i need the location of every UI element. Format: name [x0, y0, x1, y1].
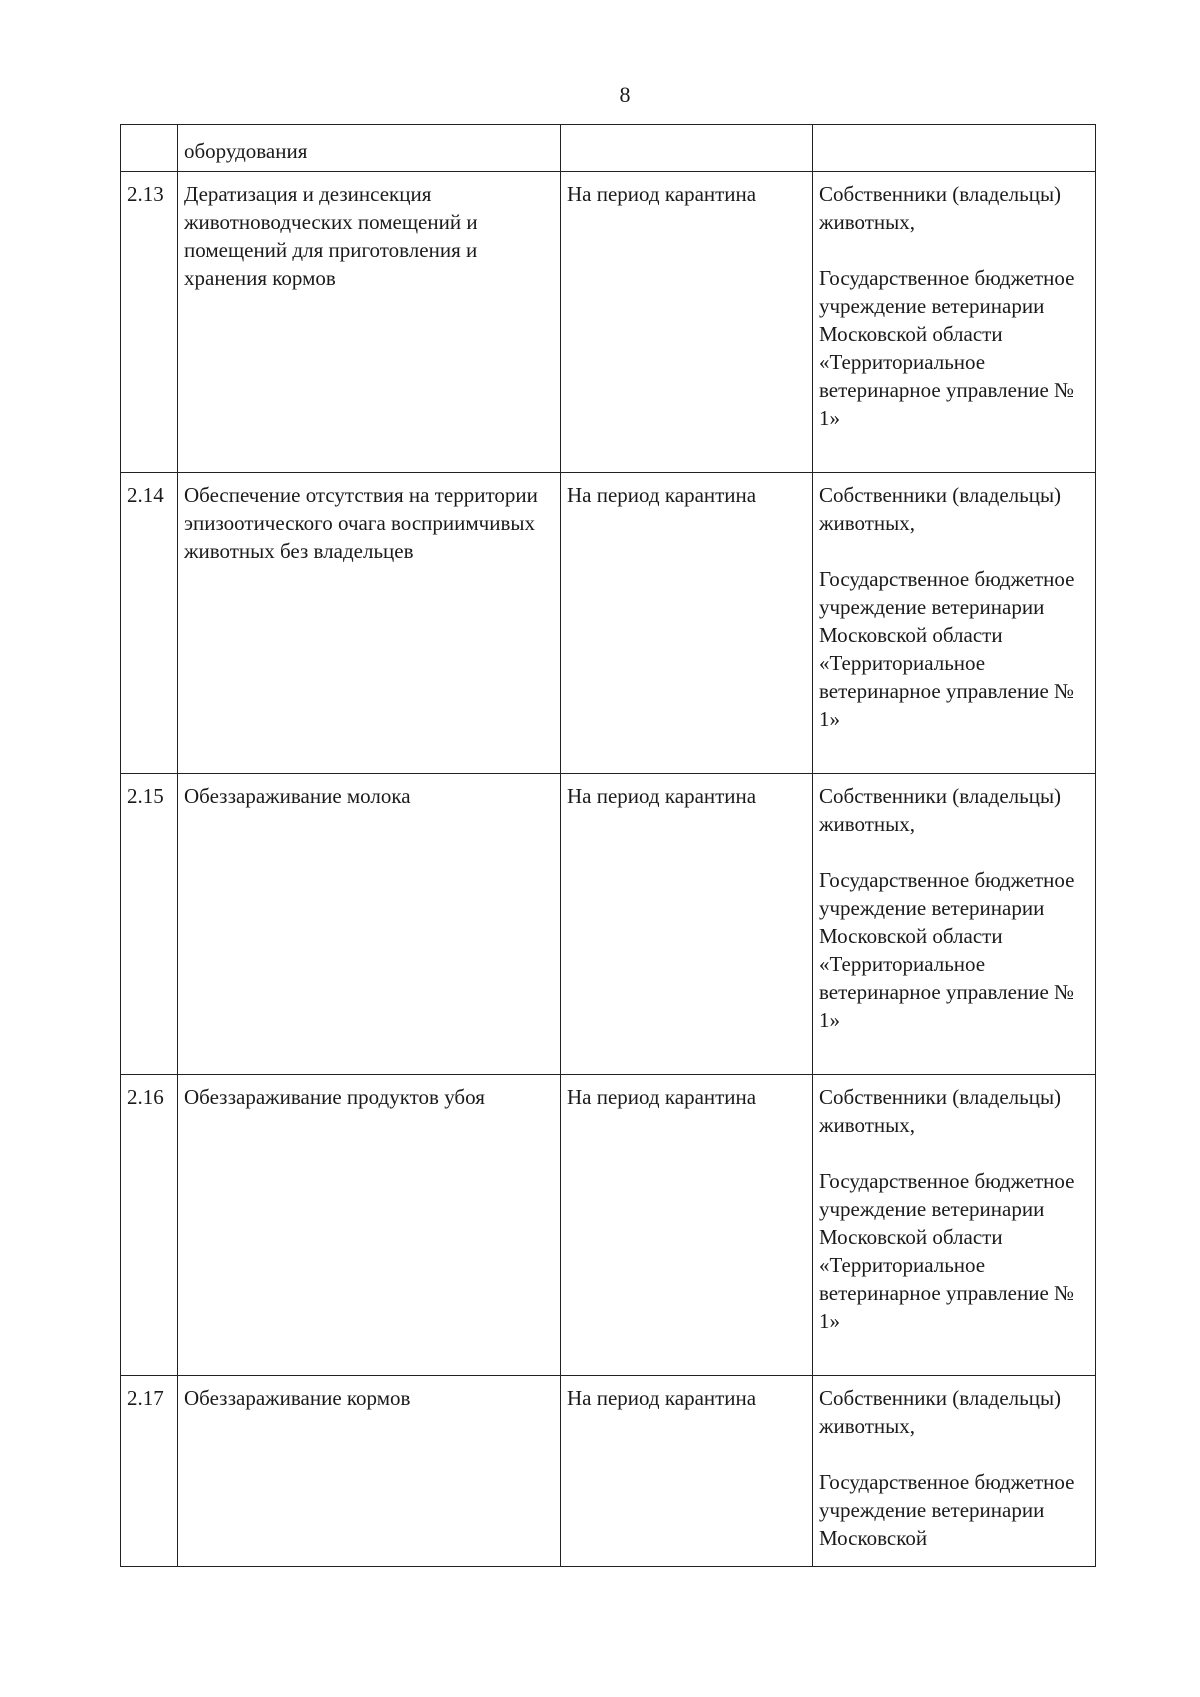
cell-measure: Обеззараживание кормов: [178, 1376, 561, 1567]
cell-num: [121, 125, 178, 172]
cell-num: 2.14: [121, 473, 178, 774]
responsible-owners: Собственники (владельцы) животных,: [819, 784, 1062, 836]
responsible-institution: Государственное бюджетное учреждение ветеринарии Московской: [819, 1470, 1075, 1550]
cell-term: На период карантина: [561, 172, 813, 473]
cell-num: 2.13: [121, 172, 178, 473]
cell-measure: Обеззараживание продуктов убоя: [178, 1075, 561, 1376]
cell-responsible: [813, 1075, 1096, 1376]
cell-term: На период карантина: [561, 473, 813, 774]
cell-term: [561, 125, 813, 172]
responsible-institution: Государственное бюджетное учреждение ветеринарии Московской области «Территориальное ветеринарное управление № 1»: [819, 1169, 1075, 1333]
responsible-owners: Собственники (владельцы) животных,: [819, 1085, 1062, 1137]
cell-num: 2.17: [121, 1376, 178, 1567]
responsible-owners: Собственники (владельцы) животных,: [819, 182, 1062, 234]
cell-num: 2.16: [121, 1075, 178, 1376]
table-row: [121, 774, 1096, 1075]
responsible-institution: Государственное бюджетное учреждение ветеринарии Московской области «Территориальное ветеринарное управление № 1»: [819, 567, 1075, 731]
cell-num: 2.15: [121, 774, 178, 1075]
cell-responsible: [813, 125, 1096, 172]
responsible-institution: Государственное бюджетное учреждение ветеринарии Московской области «Территориальное ветеринарное управление № 1»: [819, 266, 1075, 430]
cell-responsible: [813, 774, 1096, 1075]
table-row: [121, 172, 1096, 473]
responsible-owners: Собственники (владельцы) животных,: [819, 1386, 1062, 1438]
table-row-continuation: [121, 125, 1096, 172]
table-row: [121, 1075, 1096, 1376]
table-row: [121, 1376, 1096, 1567]
page-number: 8: [619, 82, 631, 107]
cell-term: На период карантина: [561, 774, 813, 1075]
cell-measure: Обеспечение отсутствия на территории эпизоотического очага восприимчивых животных без владельцев: [178, 473, 561, 774]
measures-table: [120, 124, 1096, 1567]
cell-responsible: [813, 172, 1096, 473]
table-row: [121, 473, 1096, 774]
cell-measure: оборудования: [178, 125, 561, 172]
cell-term: На период карантина: [561, 1075, 813, 1376]
responsible-institution: Государственное бюджетное учреждение ветеринарии Московской области «Территориальное ветеринарное управление № 1»: [819, 868, 1075, 1032]
responsible-owners: Собственники (владельцы) животных,: [819, 483, 1062, 535]
cell-responsible: [813, 1376, 1096, 1567]
cell-term: На период карантина: [561, 1376, 813, 1567]
cell-measure: Дератизация и дезинсекция животноводческих помещений и помещений для приготовления и хранения кормов: [178, 172, 561, 473]
cell-measure: Обеззараживание молока: [178, 774, 561, 1075]
cell-responsible: [813, 473, 1096, 774]
